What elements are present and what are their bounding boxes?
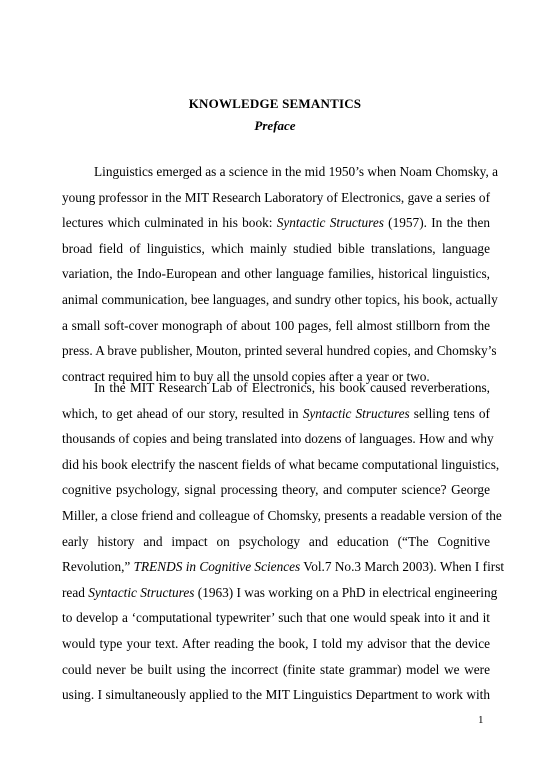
text-line: to develop a ‘computational typewriter’ such that one would speak into it and it <box>62 610 490 626</box>
text-line: variation, the Indo-European and other language families, historical linguistics, <box>62 266 490 282</box>
document-subtitle: Preface <box>254 118 296 133</box>
text-line: using. I simultaneously applied to the MIT Linguistics Department to work with <box>62 687 490 703</box>
text-line: could never be built using the incorrect (finite state grammar) model we were <box>62 661 490 677</box>
book-title: Syntactic Structures <box>88 584 195 600</box>
text-line: a small soft-cover monograph of about 100 pages, fell almost stillborn from the <box>62 317 490 333</box>
text-line: lectures which culminated in his book: Syntactic Structures (1957). In the then <box>62 215 490 231</box>
text-line: Miller, a close friend and colleague of Chomsky, presents a readable version of the <box>62 507 502 523</box>
text-line: which, to get ahead of our story, resulted in Syntactic Structures selling tens of <box>62 405 490 421</box>
text-line: thousands of copies and being translated into dozens of languages. How and why <box>62 431 494 447</box>
text-line: cognitive psychology, signal processing theory, and computer science? George <box>62 482 490 498</box>
paragraph-1 <box>62 159 498 389</box>
text-line: In the MIT Research Lab of Electronics, his book caused reverberations, <box>94 380 490 395</box>
text-line: broad field of linguistics, which mainly studied bible translations, language <box>62 240 490 256</box>
text-line: press. A brave publisher, Mouton, printed several hundred copies, and Chomsky’s <box>62 343 497 359</box>
text-line: read Syntactic Structures (1963) I was working on a PhD in electrical engineering <box>62 584 498 600</box>
text-line: Revolution,” TRENDS in Cognitive Sciences Vol.7 No.3 March 2003). When I first <box>62 559 505 575</box>
book-title: Syntactic Structures <box>276 215 384 231</box>
book-title: Syntactic Structures <box>302 405 410 421</box>
text-line: contract required him to buy all the unsold copies after a year or two. <box>62 368 430 384</box>
page-number: 1 <box>478 714 484 726</box>
text-line: Linguistics emerged as a science in the mid 1950’s when Noam Chomsky, a <box>94 164 498 179</box>
text-line: would type your text. After reading the book, I told my advisor that the device <box>62 635 490 651</box>
journal-title: TRENDS in Cognitive Sciences <box>133 559 301 575</box>
text-line: animal communication, bee languages, and sundry other topics, his book, actually <box>62 291 498 307</box>
document-title: KNOWLEDGE SEMANTICS <box>188 96 362 111</box>
text-line: early history and impact on psychology and education (“The Cognitive <box>62 533 490 549</box>
text-line: young professor in the MIT Research Laboratory of Electronics, gave a series of <box>62 189 490 205</box>
paragraph-2 <box>62 375 505 708</box>
text-line: did his book electrify the nascent fields of what became computational linguistics, <box>62 456 500 472</box>
